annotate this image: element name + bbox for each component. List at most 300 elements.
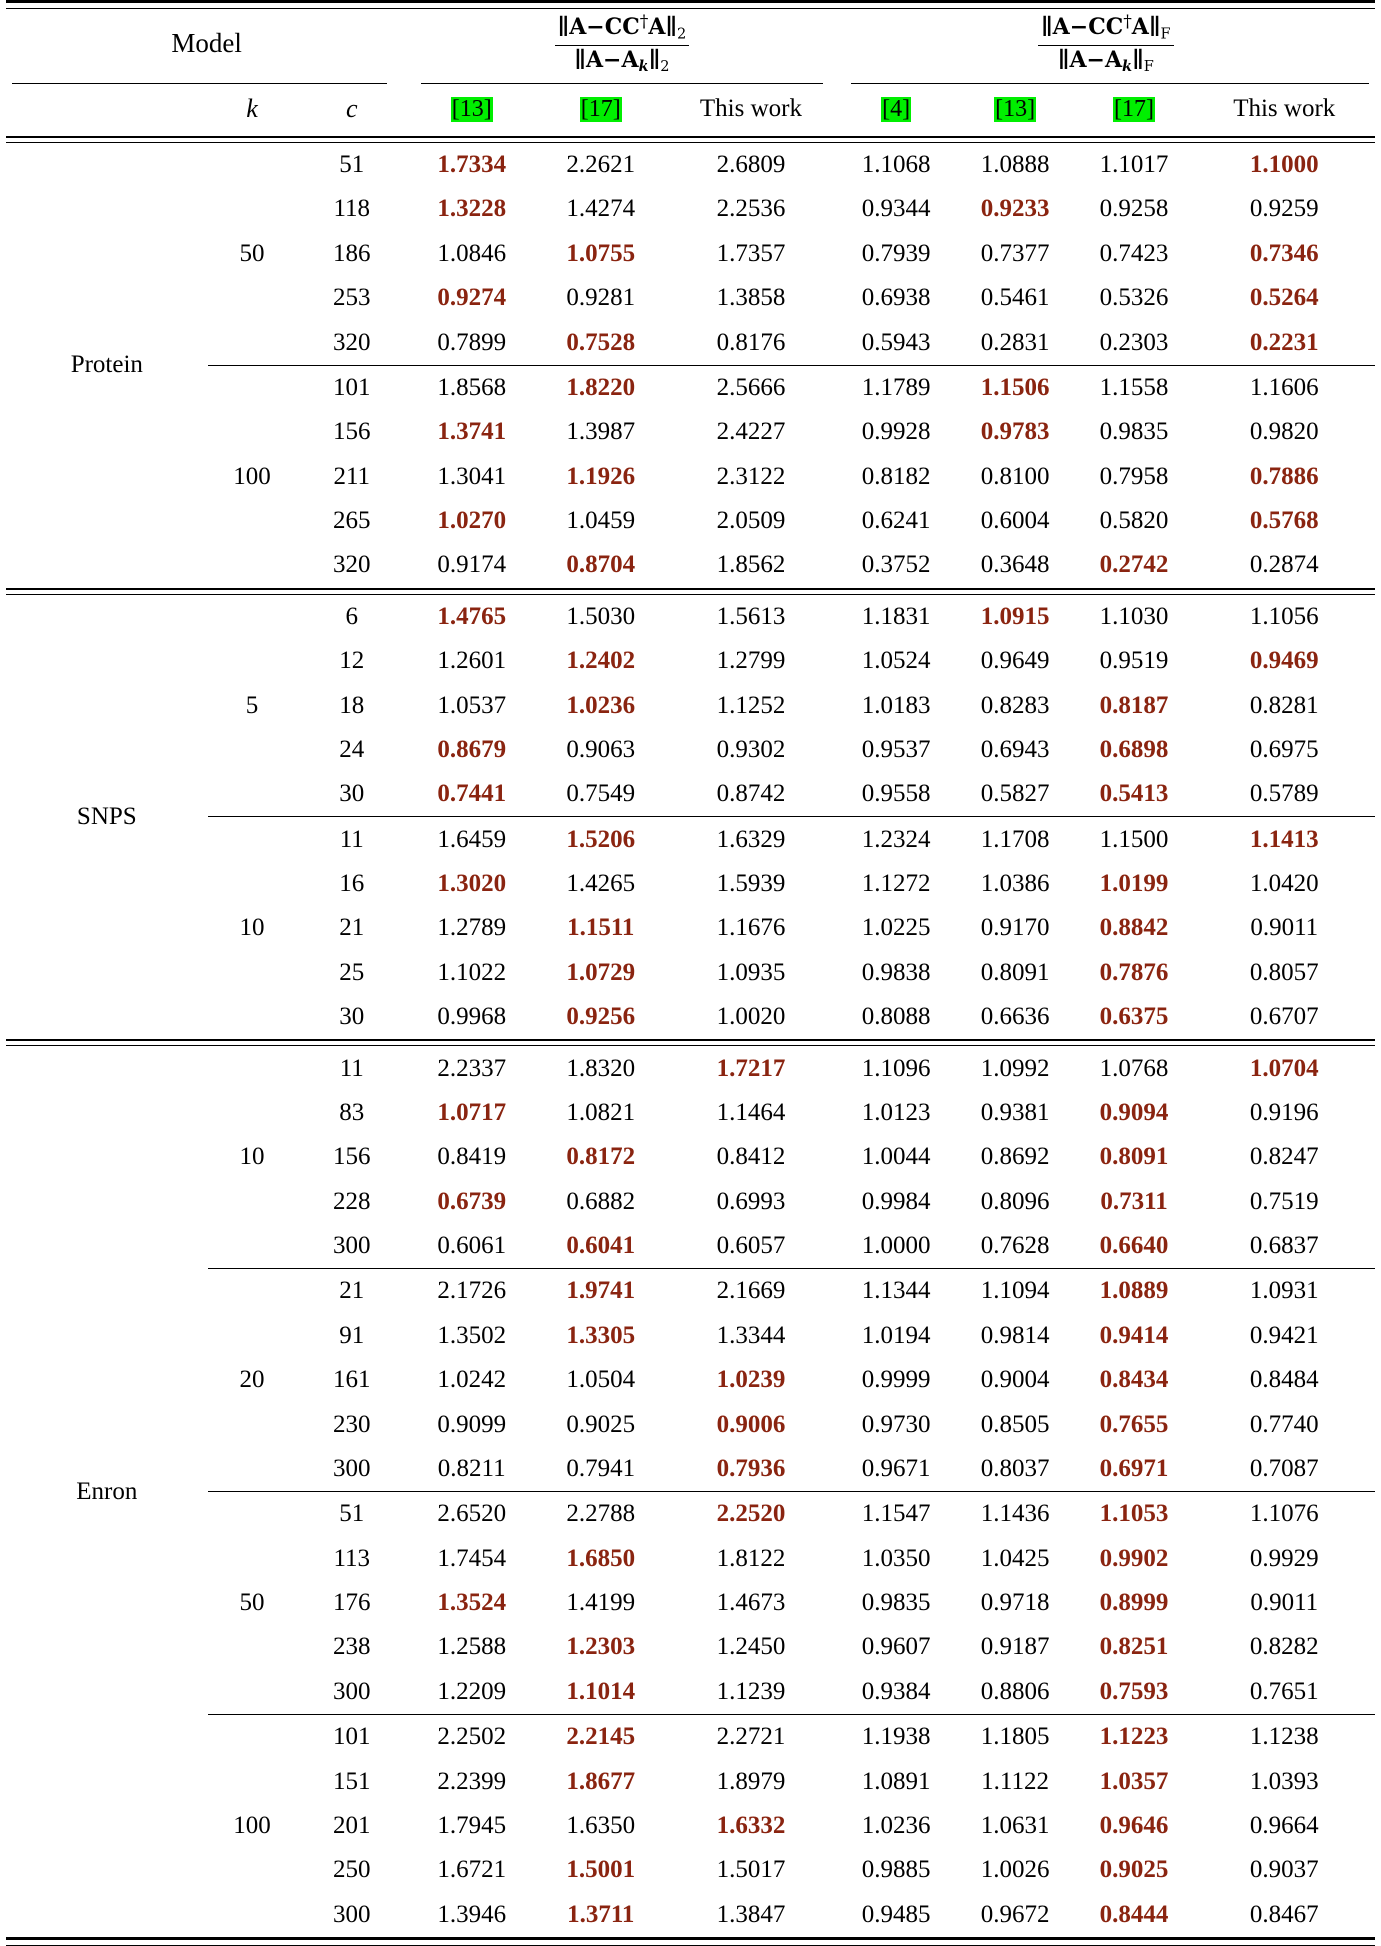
metric-value-best: 0.2231 [1249, 328, 1319, 356]
metric-value: 0.8282 [1249, 1633, 1319, 1661]
metric-value-best: 0.5413 [1099, 780, 1169, 808]
metric-value: 0.9258 [1099, 195, 1169, 223]
metric-value: 0.9421 [1249, 1321, 1319, 1349]
citation-link-17-frobenius[interactable]: [17] [1114, 95, 1155, 122]
metric-value: 1.2450 [716, 1633, 786, 1661]
metric-value: 1.0425 [980, 1544, 1050, 1572]
col-header-frobenius-thiswork: This work [1233, 94, 1336, 122]
table-row [6, 1804, 1375, 1848]
k-value-cell: 100 [233, 1811, 271, 1839]
metric-value: 1.1606 [1249, 373, 1319, 401]
metric-value: 0.6938 [861, 284, 931, 312]
table-row [6, 1269, 1375, 1313]
metric-value: 0.9011 [1250, 914, 1319, 942]
metric-value-best: 1.6850 [566, 1544, 636, 1572]
metric-value: 1.7945 [437, 1811, 507, 1839]
k-value-cell-empty [208, 1046, 297, 1090]
metric-value: 2.3122 [716, 462, 786, 490]
metric-value: 1.4199 [566, 1589, 636, 1617]
metric-value-best: 1.8220 [566, 373, 636, 401]
metric-value: 2.4227 [716, 418, 786, 446]
table-body [6, 143, 1375, 1937]
metric-value: 1.8568 [437, 373, 507, 401]
table-row [6, 772, 1375, 816]
metric-value: 1.3858 [716, 284, 786, 312]
metric-value: 2.2788 [566, 1500, 636, 1528]
c-value-cell: 51 [339, 1500, 365, 1528]
table-row [6, 1492, 1375, 1536]
metric-value: 1.1017 [1099, 151, 1169, 179]
metric-value: 0.3752 [861, 551, 931, 579]
citation-link-17-spectral[interactable]: [17] [580, 95, 621, 122]
c-value-cell: 11 [339, 1054, 364, 1082]
metric-value-best: 1.4765 [437, 602, 507, 630]
metric-value-best: 0.8251 [1099, 1633, 1169, 1661]
c-value-cell: 25 [339, 958, 365, 986]
c-value-cell: 176 [333, 1589, 371, 1617]
table-row [6, 1715, 1375, 1759]
table-row [6, 1224, 1375, 1268]
metric-value: 1.1938 [861, 1723, 931, 1751]
metric-value: 0.9384 [861, 1677, 931, 1705]
metric-value: 0.6636 [980, 1003, 1050, 1031]
metric-value: 1.0044 [861, 1143, 931, 1171]
table-row [6, 683, 1375, 727]
metric-value: 0.7377 [980, 239, 1050, 267]
metric-value: 0.5820 [1099, 507, 1169, 535]
metric-value-best: 1.5206 [566, 825, 636, 853]
citation-link-13-frobenius[interactable]: [13] [995, 95, 1036, 122]
metric-value: 1.1076 [1249, 1500, 1319, 1528]
metric-value-best: 1.7217 [716, 1054, 786, 1082]
c-value-cell: 11 [339, 825, 364, 853]
metric-value: 1.1094 [980, 1277, 1050, 1305]
k-value-cell-empty [208, 1447, 297, 1491]
metric-value: 0.8091 [980, 958, 1050, 986]
c-value-cell: 300 [333, 1454, 371, 1482]
metric-value: 0.8484 [1249, 1366, 1319, 1394]
metric-value: 2.6809 [716, 151, 786, 179]
c-value-cell: 101 [333, 373, 371, 401]
k-value-cell-empty [208, 543, 297, 587]
metric-value: 0.7941 [566, 1454, 636, 1482]
metric-value-best: 0.6041 [566, 1232, 636, 1260]
metric-value: 0.9838 [861, 958, 931, 986]
table-row [6, 1892, 1375, 1936]
c-value-cell: 238 [333, 1633, 371, 1661]
metric-value-best: 0.9646 [1099, 1811, 1169, 1839]
metric-value: 0.2874 [1249, 551, 1319, 579]
metric-value: 0.8283 [980, 691, 1050, 719]
metric-value: 1.3946 [437, 1900, 507, 1928]
metric-value: 1.0524 [861, 647, 931, 675]
metric-value-best: 1.1506 [980, 373, 1050, 401]
header-bottom-rule [6, 136, 1375, 143]
metric-value: 0.6882 [566, 1187, 636, 1215]
c-value-cell: 51 [339, 151, 365, 179]
k-column-header: k [246, 93, 258, 123]
metric-value-best: 0.9902 [1099, 1544, 1169, 1572]
metric-value-best: 1.3741 [437, 418, 507, 446]
metric-value: 0.7651 [1249, 1677, 1319, 1705]
table-row [6, 320, 1375, 364]
metric-value: 1.0768 [1099, 1054, 1169, 1082]
metric-value: 1.4265 [566, 870, 636, 898]
metric-value-best: 2.2145 [566, 1723, 636, 1751]
metric-value: 0.6707 [1249, 1003, 1319, 1031]
c-value-cell: 300 [333, 1677, 371, 1705]
metric-value-best: 1.1053 [1099, 1500, 1169, 1528]
metric-value: 1.0020 [716, 1003, 786, 1031]
metric-value: 0.7939 [861, 239, 931, 267]
metric-value-best: 0.9006 [716, 1410, 786, 1438]
k-value-cell-empty [208, 1759, 297, 1803]
k-value-cell: 5 [245, 691, 259, 719]
k-value-cell: 10 [239, 1143, 265, 1171]
col-header-frobenius-4[interactable] [837, 84, 956, 136]
c-value-cell: 6 [345, 602, 358, 630]
metric-value: 0.5827 [980, 780, 1050, 808]
metric-value: 0.8806 [980, 1677, 1050, 1705]
metric-value-best: 1.3524 [437, 1589, 507, 1617]
metric-value: 0.9649 [980, 647, 1050, 675]
k-value-cell-empty [208, 1536, 297, 1580]
metric-value: 1.2588 [437, 1633, 507, 1661]
metric-value: 0.8096 [980, 1187, 1050, 1215]
metric-value: 0.8088 [861, 1003, 931, 1031]
metric-value: 1.1239 [716, 1677, 786, 1705]
metric-value: 1.5017 [716, 1856, 786, 1884]
metric-value: 1.0891 [861, 1767, 931, 1795]
blank-model-col [6, 84, 208, 136]
metric-value-best: 1.0357 [1099, 1767, 1169, 1795]
c-value-cell: 83 [339, 1098, 365, 1126]
c-value-cell: 230 [333, 1410, 371, 1438]
metric-value: 1.2209 [437, 1677, 507, 1705]
table-row [6, 1314, 1375, 1358]
metric-value: 1.1272 [861, 870, 931, 898]
metric-value: 1.0931 [1249, 1277, 1319, 1305]
metric-value-best: 0.9233 [980, 195, 1050, 223]
metric-value: 1.0846 [437, 239, 507, 267]
metric-value-best: 1.0915 [980, 602, 1050, 630]
metric-value-best: 0.2742 [1099, 551, 1169, 579]
metric-value: 1.1056 [1249, 602, 1319, 630]
metric-value-best: 0.8091 [1099, 1143, 1169, 1171]
metric-value-best: 0.9094 [1099, 1098, 1169, 1126]
header-row-metrics [6, 9, 1375, 83]
k-value-cell-empty [208, 1892, 297, 1936]
metric-value-best: 1.3305 [566, 1321, 636, 1349]
metric-value: 1.0350 [861, 1544, 931, 1572]
metric-value: 1.5030 [566, 602, 636, 630]
metric-value: 1.3344 [716, 1321, 786, 1349]
metric-value: 0.7958 [1099, 462, 1169, 490]
metric-value: 0.9519 [1099, 647, 1169, 675]
metric-value: 1.0420 [1249, 870, 1319, 898]
table-row [6, 1670, 1375, 1714]
metric-value: 0.9037 [1249, 1856, 1319, 1884]
table-row [6, 1179, 1375, 1223]
metric-value: 0.9835 [1099, 418, 1169, 446]
metric-value: 0.9814 [980, 1321, 1050, 1349]
metric-value-best: 0.9274 [437, 284, 507, 312]
k-value-cell: 20 [239, 1366, 265, 1394]
metric-value: 0.7899 [437, 328, 507, 356]
table-row [6, 454, 1375, 498]
k-value-cell-empty [208, 366, 297, 410]
table-row [6, 817, 1375, 861]
metric-frobenius-header [837, 9, 1375, 83]
metric-value: 0.8505 [980, 1410, 1050, 1438]
metric-value-best: 1.6332 [716, 1811, 786, 1839]
metric-value: 0.9537 [861, 735, 931, 763]
table-row [6, 951, 1375, 995]
metric-value: 0.5461 [980, 284, 1050, 312]
metric-value-best: 0.8679 [437, 735, 507, 763]
metric-value: 1.3987 [566, 418, 636, 446]
metric-value: 1.0386 [980, 870, 1050, 898]
metric-value: 1.1789 [861, 373, 931, 401]
c-column-header: c [345, 93, 358, 123]
metric-value: 0.9928 [861, 418, 931, 446]
k-value-cell-empty [208, 995, 297, 1039]
metric-value: 1.4673 [716, 1589, 786, 1617]
k-value-cell-empty [208, 1179, 297, 1223]
citation-link-4-frobenius[interactable]: [4] [882, 95, 911, 122]
metric-value: 0.8742 [716, 780, 786, 808]
metric-value: 1.1030 [1099, 602, 1169, 630]
metric-value-best: 0.9256 [566, 1003, 636, 1031]
col-header-frobenius-17[interactable] [1075, 84, 1194, 136]
metric-value-best: 2.2520 [716, 1500, 786, 1528]
c-value-cell: 186 [333, 239, 371, 267]
metric-value: 1.0821 [566, 1098, 636, 1126]
metric-value-best: 0.9025 [1099, 1856, 1169, 1884]
table-row [6, 1536, 1375, 1580]
metric-value: 0.6993 [716, 1187, 786, 1215]
metric-value: 1.2799 [716, 647, 786, 675]
metric-value: 0.7740 [1249, 1410, 1319, 1438]
metric-value: 1.1096 [861, 1054, 931, 1082]
metric-value: 1.3847 [716, 1900, 786, 1928]
k-value-cell-empty [208, 187, 297, 231]
k-value-cell-empty [208, 1670, 297, 1714]
metric-value: 1.0194 [861, 1321, 931, 1349]
k-value-cell: 50 [239, 1589, 265, 1617]
table-row [6, 232, 1375, 276]
header-row-columns [6, 84, 1375, 136]
metric-value-best: 1.0199 [1099, 870, 1169, 898]
metric-value: 0.6975 [1249, 735, 1319, 763]
table-row [6, 1046, 1375, 1090]
c-value-cell: 118 [333, 195, 371, 223]
c-value-cell: 201 [333, 1811, 371, 1839]
metric-value: 1.1238 [1249, 1723, 1319, 1751]
metric-value: 0.9984 [861, 1187, 931, 1215]
k-value-cell-empty [208, 951, 297, 995]
metric-value: 1.6721 [437, 1856, 507, 1884]
table-row [6, 862, 1375, 906]
k-value-cell-empty [208, 1091, 297, 1135]
metric-value: 1.0504 [566, 1366, 636, 1394]
k-value-cell-empty [208, 1402, 297, 1446]
metric-value-best: 1.0717 [437, 1098, 507, 1126]
metric-value: 2.2502 [437, 1723, 507, 1751]
table-row [6, 995, 1375, 1039]
block-separator [6, 1039, 1375, 1046]
metric-value: 0.9196 [1249, 1098, 1319, 1126]
metric-value: 1.0935 [716, 958, 786, 986]
metric-value-best: 0.6898 [1099, 735, 1169, 763]
k-value-cell-empty [208, 862, 297, 906]
metric-value: 1.5939 [716, 870, 786, 898]
table-row [6, 1848, 1375, 1892]
metric-value: 1.0888 [980, 151, 1050, 179]
metric-value: 1.8562 [716, 551, 786, 579]
c-value-cell: 30 [339, 1003, 365, 1031]
metric-value: 1.8320 [566, 1054, 636, 1082]
metric-value: 0.9170 [980, 914, 1050, 942]
metric-value: 0.9558 [861, 780, 931, 808]
metric-value-best: 1.1000 [1249, 151, 1319, 179]
metric-value: 1.0225 [861, 914, 931, 942]
metric-value: 1.0992 [980, 1054, 1050, 1082]
metric-value: 0.8692 [980, 1143, 1050, 1171]
metric-value: 0.9344 [861, 195, 931, 223]
c-value-cell: 113 [333, 1544, 371, 1572]
table-row [6, 1581, 1375, 1625]
table-row [6, 499, 1375, 543]
metric-value: 1.8979 [716, 1767, 786, 1795]
c-value-cell: 253 [333, 284, 371, 312]
metric-value: 2.6520 [437, 1500, 507, 1528]
metric-value: 1.0026 [980, 1856, 1050, 1884]
table-bottom-rule [6, 1937, 1375, 1946]
metric-value-best: 1.0704 [1249, 1054, 1319, 1082]
metric-value-best: 0.9414 [1099, 1321, 1169, 1349]
metric-value: 0.7628 [980, 1232, 1050, 1260]
metric-value: 1.0242 [437, 1366, 507, 1394]
metric-value-best: 0.9469 [1249, 647, 1319, 675]
metric-value: 1.1500 [1099, 825, 1169, 853]
metric-value-best: 0.6971 [1099, 1454, 1169, 1482]
metric-value: 1.1831 [861, 602, 931, 630]
metric-value: 0.9820 [1249, 418, 1319, 446]
metric-value: 0.9011 [1250, 1589, 1319, 1617]
metric-value: 1.1708 [980, 825, 1050, 853]
metric-value-best: 0.8704 [566, 551, 636, 579]
col-header-frobenius-13[interactable] [956, 84, 1075, 136]
k-value-cell-empty [208, 1715, 297, 1759]
metric-value: 0.8211 [437, 1454, 506, 1482]
c-value-cell: 21 [339, 1277, 365, 1305]
metric-value: 0.9099 [437, 1410, 507, 1438]
metric-value-best: 0.8187 [1099, 691, 1169, 719]
table-row [6, 1447, 1375, 1491]
metric-value-best: 1.3020 [437, 870, 507, 898]
metric-value: 1.2324 [861, 825, 931, 853]
metric-value: 1.1547 [861, 1500, 931, 1528]
table-row [6, 1135, 1375, 1179]
metric-value: 0.3648 [980, 551, 1050, 579]
model-header: Model [171, 28, 242, 59]
k-value-cell: 50 [239, 239, 265, 267]
c-value-cell: 265 [333, 507, 371, 535]
metric-value-best: 0.8444 [1099, 1900, 1169, 1928]
metric-value: 1.0459 [566, 507, 636, 535]
metric-value: 1.1122 [981, 1767, 1049, 1795]
metric-value-best: 1.0729 [566, 958, 636, 986]
table-row [6, 595, 1375, 639]
c-value-cell: 24 [339, 735, 365, 763]
metric-value: 2.2621 [566, 151, 636, 179]
metric-value: 0.5943 [861, 328, 931, 356]
metric-value: 1.0000 [861, 1232, 931, 1260]
metric-value: 1.3502 [437, 1321, 507, 1349]
metric-value: 1.1436 [980, 1500, 1050, 1528]
metric-value: 0.9672 [980, 1900, 1050, 1928]
table-row [6, 410, 1375, 454]
metric-value-best: 1.2303 [566, 1633, 636, 1661]
c-value-cell: 21 [339, 914, 365, 942]
metric-value-best: 0.7876 [1099, 958, 1169, 986]
metric-value: 0.9730 [861, 1410, 931, 1438]
table-row [6, 1759, 1375, 1803]
k-value-cell-empty [208, 1492, 297, 1536]
table-row [6, 143, 1375, 187]
metric-value: 1.0393 [1249, 1767, 1319, 1795]
c-value-cell: 320 [333, 328, 371, 356]
k-value-cell-empty [208, 320, 297, 364]
metric-value: 0.6004 [980, 507, 1050, 535]
citation-link-13-spectral[interactable]: [13] [451, 95, 492, 122]
c-value-cell: 101 [333, 1723, 371, 1751]
metric-value: 1.2789 [437, 914, 507, 942]
metric-value: 1.3041 [437, 462, 507, 490]
metric-value: 0.8281 [1249, 691, 1319, 719]
metric-value: 0.9485 [861, 1900, 931, 1928]
k-value-cell-empty [208, 1625, 297, 1669]
metric-value: 0.8037 [980, 1454, 1050, 1482]
metric-value: 0.7087 [1249, 1454, 1319, 1482]
results-table [6, 0, 1375, 1946]
c-value-cell: 91 [339, 1321, 365, 1349]
metric-value-best: 1.0236 [566, 691, 636, 719]
c-value-cell: 250 [333, 1856, 371, 1884]
table-row [6, 543, 1375, 587]
metric-value-best: 0.7655 [1099, 1410, 1169, 1438]
metric-value-best: 1.0239 [716, 1366, 786, 1394]
metric-value-best: 0.7441 [437, 780, 507, 808]
metric-value: 0.9004 [980, 1366, 1050, 1394]
metric-value: 0.9607 [861, 1633, 931, 1661]
col-header-spectral-13[interactable] [407, 84, 536, 136]
k-value-cell-empty [208, 410, 297, 454]
table-top-rule [6, 0, 1375, 9]
k-value-cell-empty [208, 639, 297, 683]
metric-value-best: 0.7528 [566, 328, 636, 356]
k-value-cell: 100 [233, 462, 271, 490]
metric-value: 0.5789 [1249, 780, 1319, 808]
metric-value-best: 1.1014 [566, 1677, 636, 1705]
metric-value: 0.8247 [1249, 1143, 1319, 1171]
metric-value-best: 0.6739 [437, 1187, 507, 1215]
col-header-spectral-17[interactable] [536, 84, 665, 136]
metric-value: 2.1669 [716, 1277, 786, 1305]
metric-value: 0.9187 [980, 1633, 1050, 1661]
metric-value: 1.0537 [437, 691, 507, 719]
